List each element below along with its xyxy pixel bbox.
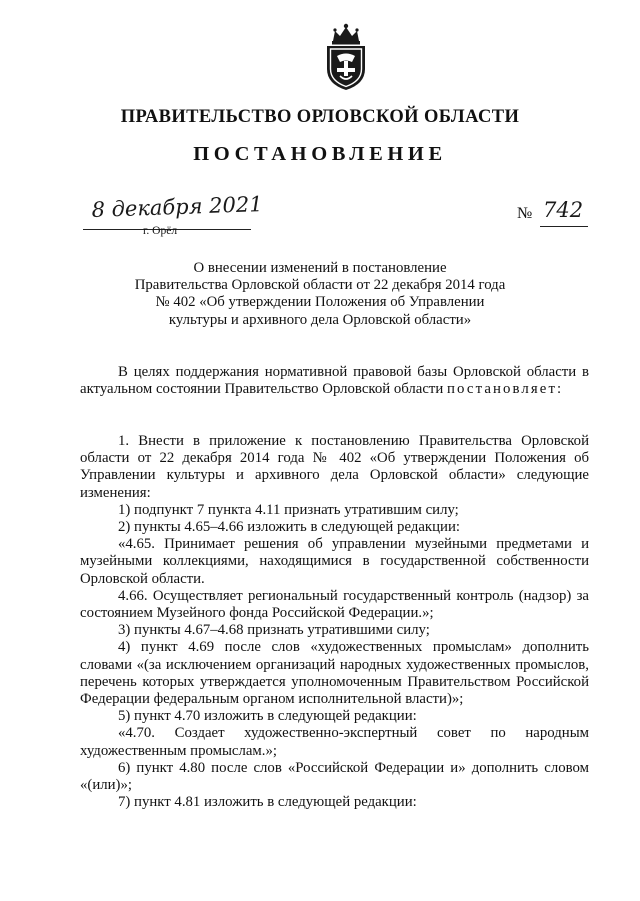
document-type-title: ПОСТАНОВЛЕНИЕ — [193, 143, 447, 165]
quote-4-65: «4.65. Принимает решения об управлении музейными предметами и музейными коллекциями, находящимися в государственной собственности Орловской области. — [80, 536, 589, 587]
document-body — [80, 433, 589, 811]
government-title: ПРАВИТЕЛЬСТВО ОРЛОВСКОЙ ОБЛАСТИ — [120, 107, 520, 127]
preamble — [80, 364, 589, 398]
subitem-4: 4) пункт 4.69 после слов «художественных промыслам» дополнить словами «(за исключением организаций народных художественных промыслов, перечень которых утверждается уполномоченным Правительством Российской Федерации федеральным органом исполнительной власти)»; — [80, 639, 589, 708]
subitem-3: 3) пункты 4.67–4.68 признать утратившими силу; — [118, 622, 430, 639]
city-label: г. Орёл — [143, 225, 178, 237]
orel-oblast-coat-of-arms-icon — [322, 22, 370, 92]
item-1-paragraph: 1. Внести в приложение к постановлению Правительства Орловской области от 22 декабря 2014 года № 402 «Об утверждении Положения об Управлении культуры и архивного дела Орловской области» следующие изменения: — [80, 433, 589, 501]
subject-line: О внесении изменений в постановление — [193, 260, 447, 276]
quote-4-66: 4.66. Осуществляет региональный государственный контроль (надзор) за состоянием Музейного фонда Российской Федерации.»; — [80, 587, 589, 622]
subitem-5: 5) пункт 4.70 изложить в следующей редакции: — [118, 708, 417, 725]
subitem-1: 1) подпункт 7 пункта 4.11 признать утратившим силу; — [118, 501, 459, 518]
number-underline — [540, 226, 588, 227]
subject-line: культуры и архивного дела Орловской области» — [168, 311, 472, 328]
preamble-verb: постановляет: — [447, 381, 564, 398]
number-label: № — [517, 205, 533, 222]
subject-line: № 402 «Об утверждении Положения об Управлении — [155, 294, 485, 311]
preamble-text: В целях поддержания нормативной правовой базы Орловской области в актуальном состоянии Правительство Орловской области — [80, 364, 589, 398]
handwritten-number: 742 — [543, 198, 584, 222]
subitem-7: 7) пункт 4.81 изложить в следующей редакции: — [118, 794, 417, 811]
preamble-paragraph — [80, 364, 589, 398]
subitem-2: 2) пункты 4.65–4.66 изложить в следующей редакции: — [118, 519, 460, 536]
document-subject — [100, 260, 540, 329]
handwritten-date: 8 декабря 2021 — [91, 192, 264, 222]
subject-line: Правительства Орловской области от 22 декабря 2014 года — [134, 277, 506, 294]
quote-4-70: «4.70. Создает художественно-экспертный совет по народным художественным промыслам.»; — [80, 725, 589, 759]
subitem-6: 6) пункт 4.80 после слов «Российской Федерации и» дополнить словом «(или)»; — [80, 759, 589, 794]
